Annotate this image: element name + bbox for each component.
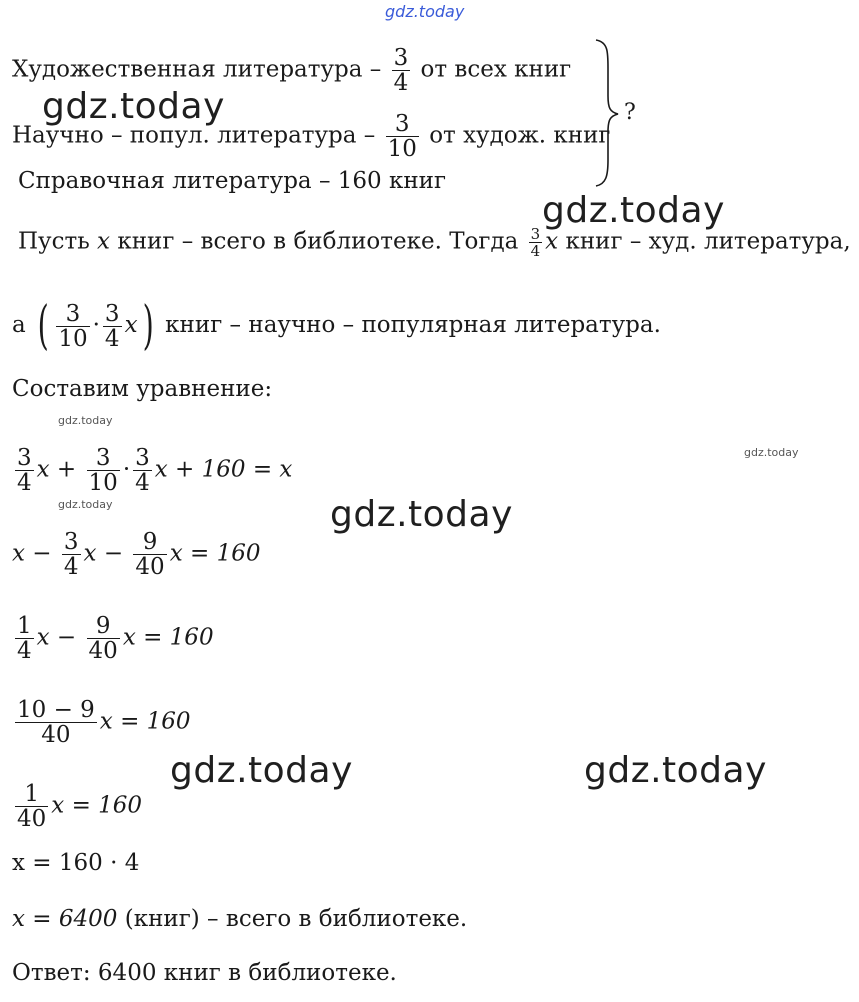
- given-line-1-label: Художественная литература –: [12, 56, 382, 83]
- let-line: Пусть x книг – всего в библиотеке. Тогда $\frac{3}{4}$ x книг – худ. литература,: [18, 225, 851, 260]
- equation-4: $\frac{10 - 9}{40}$ x = 160: [17, 697, 191, 748]
- given-line-2: Научно – попул. литература – $\frac{3}{10}$ от худож. книг: [12, 111, 611, 162]
- watermark-big-4: gdz.today: [170, 750, 353, 791]
- watermark-top: gdz.today: [385, 2, 465, 21]
- curly-brace-icon: [592, 38, 622, 188]
- given-line-1: Художественная литература – $\frac{3}{4}$ от всех книг: [12, 45, 572, 96]
- equation-6: x = 160 · 4: [12, 850, 140, 876]
- watermark-big-5: gdz.today: [584, 750, 767, 791]
- question-mark: ?: [624, 100, 636, 125]
- given-line-1-tail: от всех книг: [420, 56, 572, 83]
- watermark-small-1: gdz.today: [58, 414, 113, 427]
- watermark-big-2: gdz.today: [542, 190, 725, 231]
- watermark-small-2: gdz.today: [744, 446, 799, 459]
- given-line-2-label: Научно – попул. литература –: [12, 122, 376, 149]
- equation-3: $\frac{1}{4}$ x − $\frac{9}{40}$ x = 160: [17, 613, 214, 664]
- watermark-big-3: gdz.today: [330, 494, 513, 535]
- equation-7: x = 6400 (книг) – всего в библиотеке.: [12, 906, 468, 932]
- given-line-3: Справочная литература – 160 книг: [18, 168, 447, 194]
- equation-1: $\frac{3}{4}$ x + $\frac{3}{10}$ · $\frac{3}{4}$ x + 160 = x: [17, 445, 293, 496]
- given-line-2-tail: от худож. книг: [429, 122, 611, 149]
- watermark-big-1: gdz.today: [42, 86, 225, 127]
- watermark-small-3: gdz.today: [58, 498, 113, 511]
- equation-5: $\frac{1}{40}$ x = 160: [17, 781, 143, 832]
- a-line: а ( $\frac{3}{10}$ · $\frac{3}{4}$ x) книг – научно – популярная литература.: [12, 296, 661, 356]
- equation-heading: Составим уравнение:: [12, 376, 273, 402]
- answer-line: Ответ: 6400 книг в библиотеке.: [12, 960, 397, 986]
- equation-2: x − $\frac{3}{4}$ x − $\frac{9}{40}$ x = 160: [12, 529, 261, 580]
